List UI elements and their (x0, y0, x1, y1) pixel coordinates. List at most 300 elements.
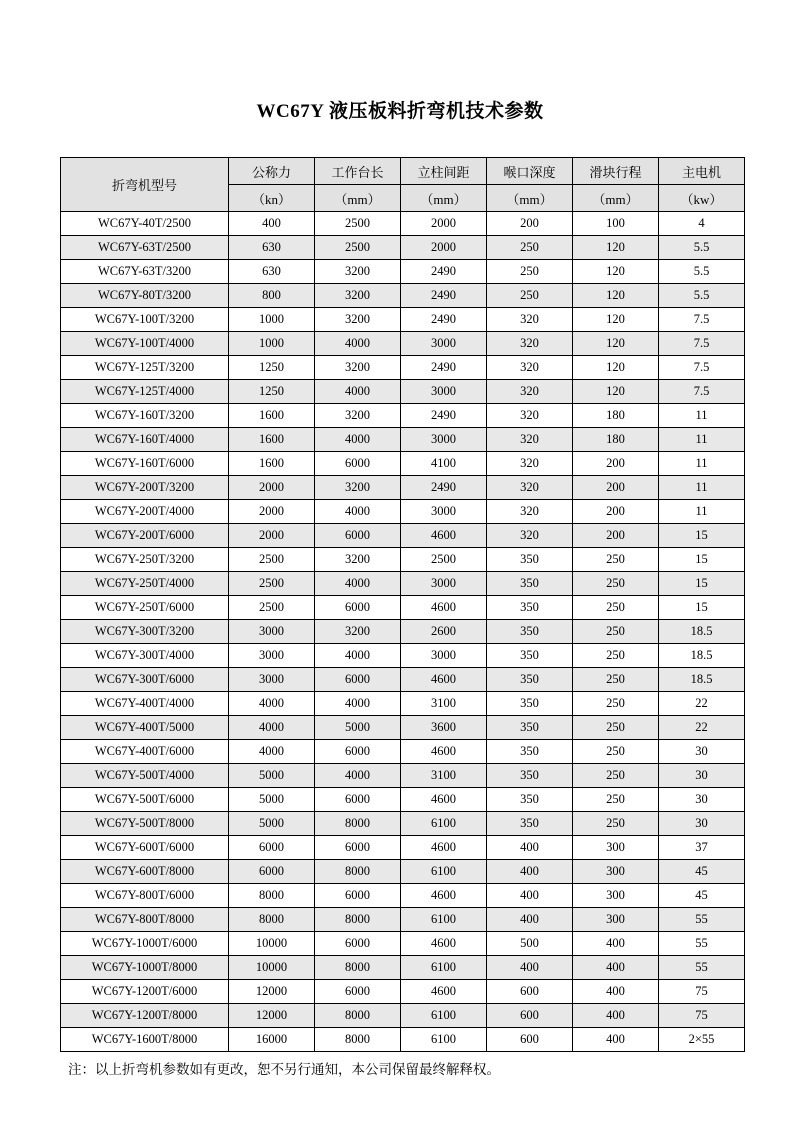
table-row (61, 980, 745, 1004)
cell-value: 6000 (229, 860, 315, 884)
cell-value: 2490 (401, 476, 487, 500)
cell-model: WC67Y-300T/6000 (61, 668, 229, 692)
cell-value: 250 (573, 740, 659, 764)
column-unit-slide-stroke: （mm） (573, 185, 659, 212)
cell-value: 7.5 (659, 332, 745, 356)
table-row (61, 836, 745, 860)
cell-value: 630 (229, 260, 315, 284)
cell-value: 4000 (315, 692, 401, 716)
cell-value: 6000 (315, 596, 401, 620)
cell-value: 120 (573, 236, 659, 260)
cell-value: 350 (487, 716, 573, 740)
cell-value: 320 (487, 332, 573, 356)
cell-value: 350 (487, 812, 573, 836)
column-unit-main-motor: （kw） (659, 185, 745, 212)
cell-model: WC67Y-1600T/8000 (61, 1028, 229, 1052)
cell-value: 2500 (229, 596, 315, 620)
cell-model: WC67Y-1000T/8000 (61, 956, 229, 980)
table-row (61, 812, 745, 836)
cell-value: 120 (573, 380, 659, 404)
cell-value: 6100 (401, 860, 487, 884)
cell-value: 45 (659, 860, 745, 884)
table-row (61, 500, 745, 524)
cell-value: 3000 (401, 428, 487, 452)
cell-value: 250 (573, 620, 659, 644)
specification-table (60, 157, 745, 1052)
cell-value: 120 (573, 284, 659, 308)
cell-value: 1250 (229, 380, 315, 404)
table-row (61, 572, 745, 596)
column-header-column-distance: 立柱间距 (401, 158, 487, 185)
cell-value: 3200 (315, 308, 401, 332)
cell-value: 120 (573, 332, 659, 356)
cell-value: 7.5 (659, 356, 745, 380)
cell-value: 75 (659, 1004, 745, 1028)
cell-value: 250 (573, 572, 659, 596)
column-unit-throat-depth: （mm） (487, 185, 573, 212)
cell-value: 5.5 (659, 260, 745, 284)
cell-value: 15 (659, 572, 745, 596)
cell-value: 4000 (315, 332, 401, 356)
cell-value: 6000 (315, 884, 401, 908)
cell-value: 30 (659, 764, 745, 788)
cell-value: 15 (659, 548, 745, 572)
cell-value: 2490 (401, 308, 487, 332)
cell-value: 3200 (315, 476, 401, 500)
cell-value: 45 (659, 884, 745, 908)
cell-value: 600 (487, 980, 573, 1004)
cell-model: WC67Y-300T/3200 (61, 620, 229, 644)
cell-value: 10000 (229, 956, 315, 980)
cell-value: 2000 (229, 524, 315, 548)
table-header-row-1 (61, 158, 745, 185)
cell-value: 3600 (401, 716, 487, 740)
cell-value: 11 (659, 500, 745, 524)
table-row (61, 356, 745, 380)
cell-value: 6100 (401, 908, 487, 932)
cell-value: 1600 (229, 404, 315, 428)
cell-value: 180 (573, 404, 659, 428)
cell-value: 12000 (229, 980, 315, 1004)
cell-value: 6000 (315, 452, 401, 476)
cell-value: 1000 (229, 332, 315, 356)
cell-value: 7.5 (659, 380, 745, 404)
cell-value: 200 (487, 212, 573, 236)
cell-value: 200 (573, 452, 659, 476)
cell-value: 2490 (401, 284, 487, 308)
cell-value: 18.5 (659, 620, 745, 644)
cell-model: WC67Y-1200T/6000 (61, 980, 229, 1004)
cell-value: 8000 (315, 956, 401, 980)
cell-value: 2000 (401, 236, 487, 260)
cell-value: 350 (487, 548, 573, 572)
cell-value: 8000 (229, 884, 315, 908)
cell-value: 8000 (315, 812, 401, 836)
cell-value: 22 (659, 716, 745, 740)
spec-table-wrapper (60, 123, 740, 1052)
cell-value: 5.5 (659, 236, 745, 260)
cell-value: 4600 (401, 524, 487, 548)
cell-value: 320 (487, 308, 573, 332)
cell-value: 15 (659, 524, 745, 548)
cell-value: 4600 (401, 932, 487, 956)
cell-model: WC67Y-400T/5000 (61, 716, 229, 740)
cell-model: WC67Y-200T/4000 (61, 500, 229, 524)
table-row (61, 884, 745, 908)
table-row (61, 908, 745, 932)
cell-model: WC67Y-200T/3200 (61, 476, 229, 500)
cell-value: 11 (659, 476, 745, 500)
column-header-table-length: 工作台长 (315, 158, 401, 185)
cell-value: 100 (573, 212, 659, 236)
cell-model: WC67Y-600T/6000 (61, 836, 229, 860)
cell-value: 4100 (401, 452, 487, 476)
cell-value: 320 (487, 500, 573, 524)
cell-model: WC67Y-800T/6000 (61, 884, 229, 908)
cell-value: 3200 (315, 404, 401, 428)
cell-value: 2490 (401, 260, 487, 284)
table-row (61, 332, 745, 356)
cell-value: 320 (487, 356, 573, 380)
table-row (61, 284, 745, 308)
table-body (61, 212, 745, 1052)
cell-value: 320 (487, 404, 573, 428)
cell-value: 11 (659, 452, 745, 476)
cell-value: 2500 (401, 548, 487, 572)
cell-model: WC67Y-1000T/6000 (61, 932, 229, 956)
cell-value: 4000 (315, 428, 401, 452)
column-header-slide-stroke: 滑块行程 (573, 158, 659, 185)
cell-value: 3200 (315, 356, 401, 380)
cell-value: 2000 (229, 500, 315, 524)
cell-value: 200 (573, 524, 659, 548)
cell-value: 22 (659, 692, 745, 716)
cell-value: 250 (573, 668, 659, 692)
table-row (61, 428, 745, 452)
cell-model: WC67Y-250T/6000 (61, 596, 229, 620)
table-row (61, 260, 745, 284)
cell-value: 4000 (229, 716, 315, 740)
table-row (61, 380, 745, 404)
cell-model: WC67Y-160T/3200 (61, 404, 229, 428)
cell-value: 1600 (229, 428, 315, 452)
table-row (61, 236, 745, 260)
cell-model: WC67Y-250T/4000 (61, 572, 229, 596)
cell-value: 4600 (401, 788, 487, 812)
table-row (61, 620, 745, 644)
cell-value: 4000 (315, 380, 401, 404)
footnote: 注：以上折弯机参数如有更改，恕不另行通知，本公司保留最终解释权。 (68, 1062, 500, 1077)
cell-value: 4600 (401, 980, 487, 1004)
cell-value: 320 (487, 524, 573, 548)
table-row (61, 788, 745, 812)
table-row (61, 452, 745, 476)
cell-value: 600 (487, 1004, 573, 1028)
cell-model: WC67Y-400T/6000 (61, 740, 229, 764)
cell-value: 250 (573, 548, 659, 572)
cell-value: 400 (573, 1004, 659, 1028)
cell-value: 2490 (401, 404, 487, 428)
cell-value: 10000 (229, 932, 315, 956)
cell-value: 120 (573, 260, 659, 284)
cell-value: 200 (573, 476, 659, 500)
cell-value: 400 (487, 860, 573, 884)
cell-value: 3000 (229, 668, 315, 692)
table-row (61, 548, 745, 572)
cell-value: 8000 (229, 908, 315, 932)
cell-value: 400 (487, 908, 573, 932)
cell-value: 8000 (315, 1004, 401, 1028)
cell-value: 7.5 (659, 308, 745, 332)
cell-value: 350 (487, 764, 573, 788)
table-row (61, 1028, 745, 1052)
cell-value: 2×55 (659, 1028, 745, 1052)
cell-value: 55 (659, 908, 745, 932)
cell-value: 15 (659, 596, 745, 620)
cell-value: 250 (573, 788, 659, 812)
cell-value: 400 (573, 932, 659, 956)
cell-value: 2500 (315, 236, 401, 260)
cell-value: 6000 (315, 980, 401, 1004)
cell-value: 2600 (401, 620, 487, 644)
table-row (61, 668, 745, 692)
cell-value: 6000 (315, 932, 401, 956)
cell-value: 8000 (315, 908, 401, 932)
cell-value: 250 (573, 812, 659, 836)
cell-model: WC67Y-300T/4000 (61, 644, 229, 668)
cell-value: 3000 (401, 380, 487, 404)
cell-value: 4000 (315, 764, 401, 788)
table-row (61, 212, 745, 236)
cell-value: 250 (573, 692, 659, 716)
cell-value: 3200 (315, 284, 401, 308)
cell-value: 3000 (229, 644, 315, 668)
cell-value: 250 (487, 236, 573, 260)
cell-value: 400 (573, 1028, 659, 1052)
table-row (61, 956, 745, 980)
cell-value: 1600 (229, 452, 315, 476)
cell-value: 37 (659, 836, 745, 860)
column-unit-column-distance: （mm） (401, 185, 487, 212)
cell-value: 6000 (315, 836, 401, 860)
cell-value: 16000 (229, 1028, 315, 1052)
table-row (61, 308, 745, 332)
cell-value: 5000 (229, 812, 315, 836)
cell-value: 350 (487, 596, 573, 620)
cell-value: 300 (573, 836, 659, 860)
cell-value: 250 (573, 596, 659, 620)
column-unit-table-length: （mm） (315, 185, 401, 212)
cell-value: 2000 (229, 476, 315, 500)
cell-model: WC67Y-500T/8000 (61, 812, 229, 836)
cell-value: 18.5 (659, 644, 745, 668)
cell-model: WC67Y-600T/8000 (61, 860, 229, 884)
cell-value: 3000 (401, 644, 487, 668)
table-row (61, 716, 745, 740)
cell-value: 320 (487, 428, 573, 452)
cell-value: 11 (659, 404, 745, 428)
cell-model: WC67Y-160T/4000 (61, 428, 229, 452)
column-header-throat-depth: 喉口深度 (487, 158, 573, 185)
cell-value: 250 (573, 716, 659, 740)
table-row (61, 932, 745, 956)
cell-value: 3000 (401, 332, 487, 356)
cell-value: 3000 (401, 500, 487, 524)
cell-value: 3200 (315, 260, 401, 284)
cell-value: 250 (487, 260, 573, 284)
cell-value: 2500 (315, 212, 401, 236)
cell-value: 5000 (229, 764, 315, 788)
cell-value: 120 (573, 308, 659, 332)
cell-value: 4600 (401, 668, 487, 692)
cell-value: 4 (659, 212, 745, 236)
table-row (61, 476, 745, 500)
column-unit-nominal-force: （kn） (229, 185, 315, 212)
cell-value: 4000 (229, 740, 315, 764)
cell-value: 1250 (229, 356, 315, 380)
cell-value: 6000 (315, 788, 401, 812)
cell-value: 350 (487, 788, 573, 812)
cell-value: 6100 (401, 1028, 487, 1052)
cell-value: 350 (487, 740, 573, 764)
cell-value: 350 (487, 692, 573, 716)
cell-value: 400 (487, 836, 573, 860)
cell-value: 11 (659, 428, 745, 452)
cell-value: 250 (573, 644, 659, 668)
cell-value: 800 (229, 284, 315, 308)
cell-value: 400 (573, 956, 659, 980)
cell-value: 4000 (315, 644, 401, 668)
cell-value: 6000 (315, 524, 401, 548)
cell-value: 8000 (315, 860, 401, 884)
cell-value: 630 (229, 236, 315, 260)
cell-value: 12000 (229, 1004, 315, 1028)
cell-model: WC67Y-500T/4000 (61, 764, 229, 788)
cell-value: 6100 (401, 956, 487, 980)
cell-model: WC67Y-1200T/8000 (61, 1004, 229, 1028)
cell-model: WC67Y-100T/4000 (61, 332, 229, 356)
column-header-nominal-force: 公称力 (229, 158, 315, 185)
column-header-model: 折弯机型号 (61, 158, 229, 212)
cell-value: 2000 (401, 212, 487, 236)
cell-value: 6100 (401, 812, 487, 836)
table-header (61, 158, 745, 212)
cell-value: 3200 (315, 620, 401, 644)
table-row (61, 860, 745, 884)
cell-value: 5.5 (659, 284, 745, 308)
column-header-main-motor: 主电机 (659, 158, 745, 185)
table-row (61, 740, 745, 764)
cell-value: 120 (573, 356, 659, 380)
cell-value: 5000 (229, 788, 315, 812)
cell-model: WC67Y-63T/2500 (61, 236, 229, 260)
cell-model: WC67Y-125T/4000 (61, 380, 229, 404)
cell-value: 3000 (229, 620, 315, 644)
page-title: WC67Y 液压板料折弯机技术参数 (256, 101, 544, 122)
cell-value: 300 (573, 908, 659, 932)
cell-value: 350 (487, 572, 573, 596)
cell-model: WC67Y-200T/6000 (61, 524, 229, 548)
cell-value: 4000 (229, 692, 315, 716)
cell-value: 55 (659, 932, 745, 956)
cell-value: 4600 (401, 740, 487, 764)
cell-value: 4600 (401, 836, 487, 860)
cell-value: 8000 (315, 1028, 401, 1052)
cell-value: 3100 (401, 764, 487, 788)
cell-model: WC67Y-160T/6000 (61, 452, 229, 476)
cell-value: 3200 (315, 548, 401, 572)
cell-value: 350 (487, 644, 573, 668)
cell-value: 320 (487, 380, 573, 404)
cell-value: 320 (487, 476, 573, 500)
cell-model: WC67Y-63T/3200 (61, 260, 229, 284)
cell-value: 75 (659, 980, 745, 1004)
cell-value: 4600 (401, 596, 487, 620)
cell-value: 320 (487, 452, 573, 476)
cell-value: 400 (573, 980, 659, 1004)
cell-value: 3000 (401, 572, 487, 596)
cell-value: 300 (573, 884, 659, 908)
cell-value: 600 (487, 1028, 573, 1052)
cell-value: 180 (573, 428, 659, 452)
cell-value: 200 (573, 500, 659, 524)
cell-value: 300 (573, 860, 659, 884)
cell-value: 6000 (229, 836, 315, 860)
cell-value: 6100 (401, 1004, 487, 1028)
cell-value: 400 (487, 884, 573, 908)
cell-value: 250 (573, 764, 659, 788)
cell-value: 2500 (229, 572, 315, 596)
cell-value: 1000 (229, 308, 315, 332)
cell-value: 400 (487, 956, 573, 980)
cell-value: 3100 (401, 692, 487, 716)
cell-value: 4600 (401, 884, 487, 908)
cell-model: WC67Y-100T/3200 (61, 308, 229, 332)
cell-model: WC67Y-40T/2500 (61, 212, 229, 236)
cell-value: 250 (487, 284, 573, 308)
table-row (61, 692, 745, 716)
cell-value: 30 (659, 812, 745, 836)
cell-value: 5000 (315, 716, 401, 740)
cell-value: 6000 (315, 740, 401, 764)
cell-model: WC67Y-500T/6000 (61, 788, 229, 812)
cell-value: 500 (487, 932, 573, 956)
cell-value: 55 (659, 956, 745, 980)
table-row (61, 596, 745, 620)
cell-value: 2490 (401, 356, 487, 380)
cell-value: 350 (487, 668, 573, 692)
cell-value: 18.5 (659, 668, 745, 692)
cell-value: 4000 (315, 572, 401, 596)
cell-model: WC67Y-400T/4000 (61, 692, 229, 716)
table-row (61, 524, 745, 548)
cell-value: 30 (659, 788, 745, 812)
table-row (61, 644, 745, 668)
cell-value: 350 (487, 620, 573, 644)
cell-model: WC67Y-250T/3200 (61, 548, 229, 572)
cell-value: 2500 (229, 548, 315, 572)
cell-value: 4000 (315, 500, 401, 524)
cell-model: WC67Y-800T/8000 (61, 908, 229, 932)
cell-value: 400 (229, 212, 315, 236)
table-row (61, 404, 745, 428)
cell-model: WC67Y-125T/3200 (61, 356, 229, 380)
table-row (61, 1004, 745, 1028)
table-row (61, 764, 745, 788)
cell-model: WC67Y-80T/3200 (61, 284, 229, 308)
cell-value: 6000 (315, 668, 401, 692)
cell-value: 30 (659, 740, 745, 764)
